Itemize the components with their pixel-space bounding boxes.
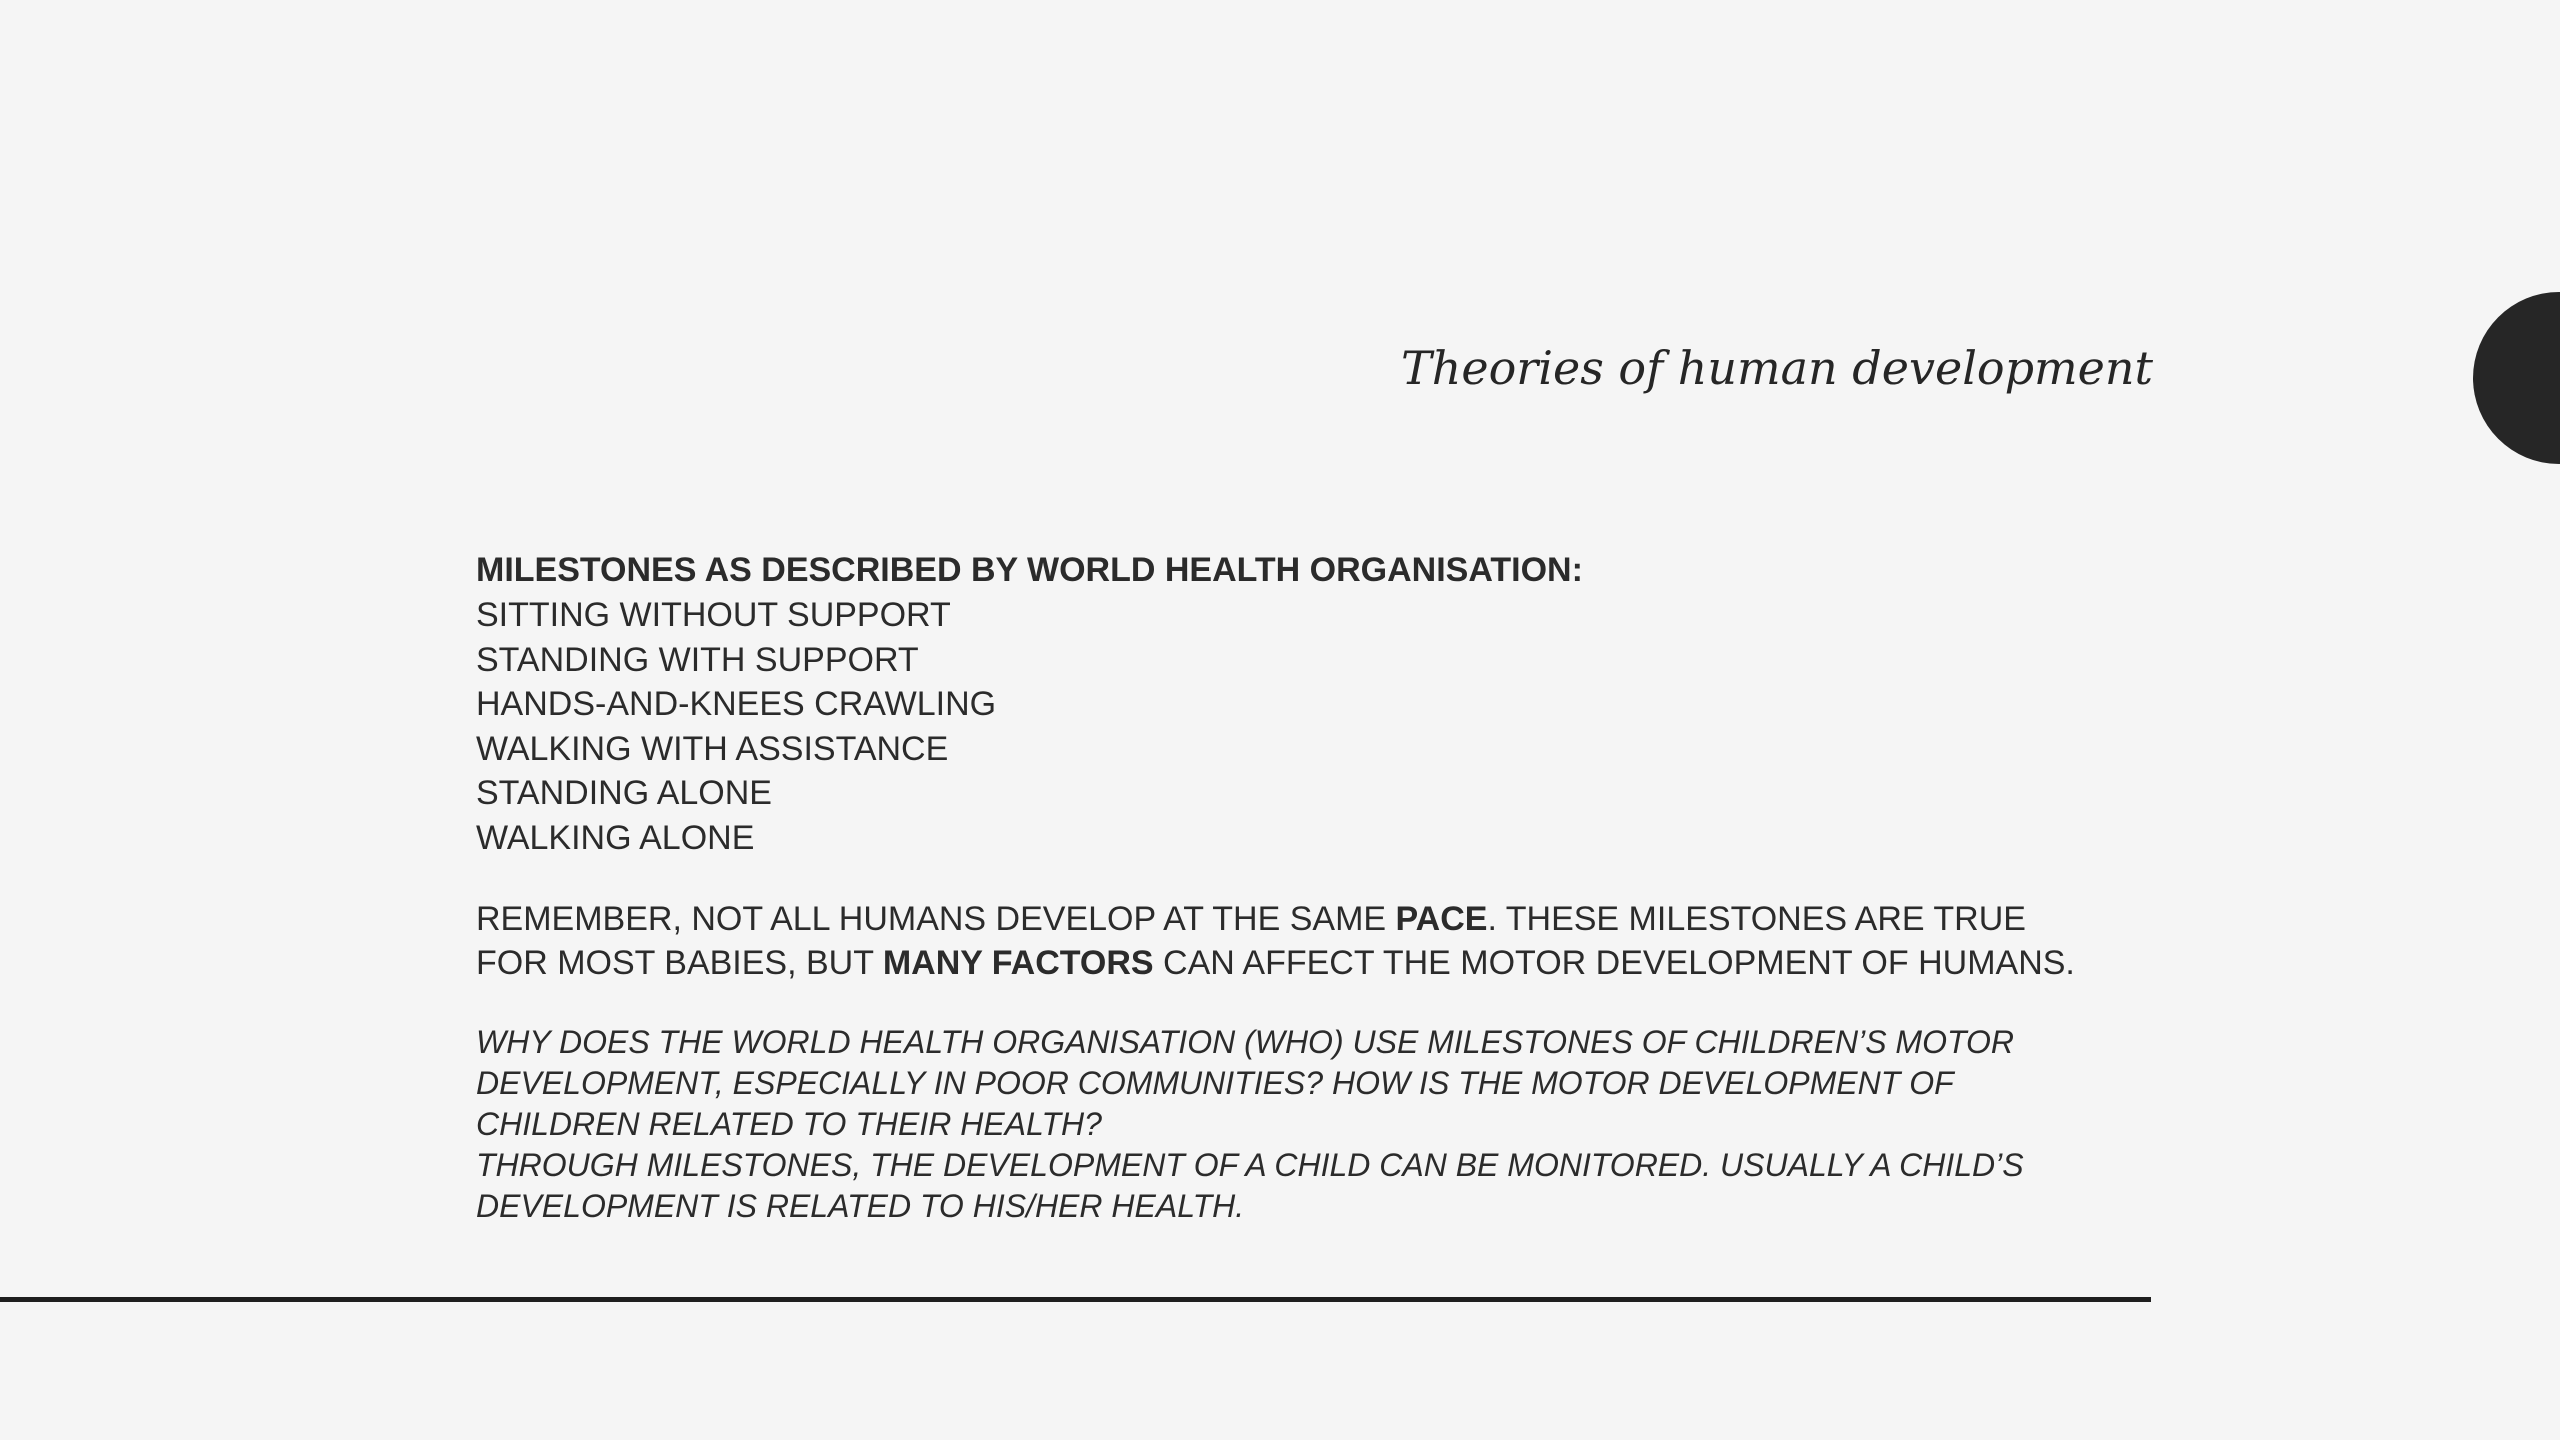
milestone-item: STANDING ALONE <box>476 774 772 813</box>
pace-text: . THESE MILESTONES ARE TRUE <box>1487 899 2026 938</box>
pace-paragraph <box>476 897 2156 986</box>
pace-line-1 <box>476 897 2156 942</box>
pace-text: FOR MOST BABIES, BUT <box>476 944 883 983</box>
milestone-item: WALKING WITH ASSISTANCE <box>476 729 949 768</box>
pace-text: REMEMBER, NOT ALL HUMANS DEVELOP AT THE SAME <box>476 899 1396 938</box>
slide-content <box>476 548 2156 1227</box>
milestone-item: STANDING WITH SUPPORT <box>476 640 919 679</box>
factors-emphasis: MANY FACTORS <box>882 944 1154 983</box>
decorative-dot <box>2473 292 2560 464</box>
question-block <box>476 1022 2156 1227</box>
bottom-divider <box>0 1297 2151 1302</box>
slide-title: Theories of human development <box>1401 341 2153 395</box>
milestones-heading: MILESTONES AS DESCRIBED BY WORLD HEALTH ORGANISATION: <box>476 551 1583 589</box>
pace-text: CAN AFFECT THE MOTOR DEVELOPMENT OF HUMANS. <box>1153 944 2075 983</box>
milestone-item: SITTING WITHOUT SUPPORT <box>476 596 951 634</box>
milestone-item: HANDS-AND-KNEES CRAWLING <box>476 685 997 724</box>
pace-emphasis: PACE <box>1395 899 1488 938</box>
milestones-list <box>476 593 2156 861</box>
answer-line: THROUGH MILESTONES, THE DEVELOPMENT OF A CHILD CAN BE MONITORED. USUALLY A CHILD’S <box>476 1146 2024 1183</box>
question-line: WHY DOES THE WORLD HEALTH ORGANISATION (WHO) USE MILESTONES OF CHILDREN’S MOTOR <box>476 1023 2014 1060</box>
question-line: CHILDREN RELATED TO THEIR HEALTH? <box>476 1105 1102 1142</box>
pace-line-2 <box>476 941 2156 986</box>
answer-line: DEVELOPMENT IS RELATED TO HIS/HER HEALTH. <box>476 1187 1245 1224</box>
question-line: DEVELOPMENT, ESPECIALLY IN POOR COMMUNITIES? HOW IS THE MOTOR DEVELOPMENT OF <box>476 1064 1954 1101</box>
milestone-item: WALKING ALONE <box>476 818 755 857</box>
